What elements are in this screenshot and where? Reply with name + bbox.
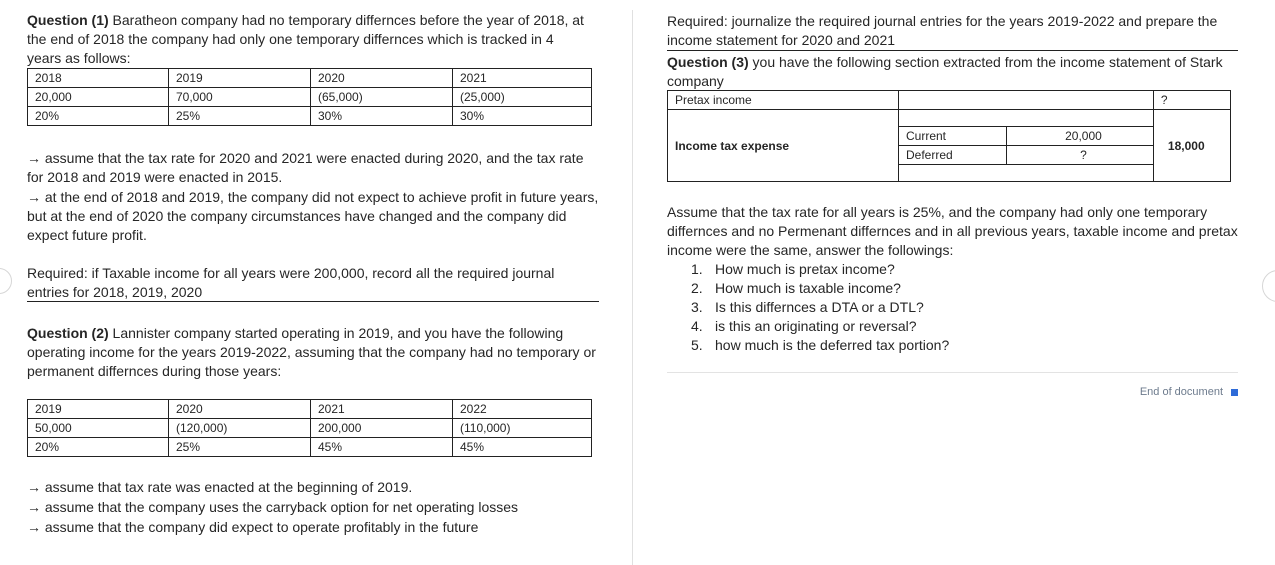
table-cell: 30% [453,107,592,126]
table-cell: 2020 [311,69,453,88]
page-nav-left-handle[interactable] [0,268,12,294]
table-cell: 2022 [453,400,592,419]
square-icon [1231,389,1238,396]
table-cell: 2021 [453,69,592,88]
table-row [28,88,592,107]
q1-table [27,68,592,126]
table-cell: 2019 [28,400,169,419]
table-cell: 25% [169,438,311,457]
question-1 [27,11,587,68]
table-row [28,400,592,419]
table-cell: (65,000) [311,88,453,107]
table-cell: 50,000 [28,419,169,438]
table-cell: 45% [311,438,453,457]
table-cell: (120,000) [169,419,311,438]
q1-assumption-2: → at the end of 2018 and 2019, the company did not expect to achieve profit in future years, but at the end of 2020 the company circumstances have changed and the company did expect future profit. [27,189,599,243]
q2-assumption-2: → assume that the company uses the carryback option for net operating losses [27,499,519,515]
list-item: 3. Is this differnces a DTA or a DTL? [691,299,924,315]
list-item: 2. How much is taxable income? [691,280,901,296]
pretax-income-label: Pretax income [668,91,899,110]
section-separator [27,301,599,302]
q2-assumption-1: → assume that tax rate was enacted at the beginning of 2019. [27,479,413,495]
question-3 [667,53,1238,91]
table-cell: 2019 [169,69,311,88]
current-value: 20,000 [1007,127,1153,146]
deferred-label: Deferred [899,146,1007,165]
q1-assumption-1: → assume that the tax rate for 2020 and 2021 were enacted during 2020, and the tax rate for 2018 and 2019 were enacted in 2015. [27,150,584,185]
end-of-document-rule [667,372,1238,373]
column-divider [632,10,633,565]
table-row [28,438,592,457]
income-tax-expense-total: 18,000 [1153,110,1230,182]
list-item: 4. is this an originating or reversal? [691,318,917,334]
deferred-value: ? [1007,146,1153,165]
table-cell: 2021 [311,400,453,419]
table-cell: (25,000) [453,88,592,107]
q3-assumption: Assume that the tax rate for all years is 25%, and the company had only one temporary differnces and no Permenant differnces and in all previous years, taxable income and pretax income were the same, answer the followings: [667,204,1238,258]
table-row [668,110,1231,182]
page-nav-right-handle[interactable] [1262,270,1275,302]
end-of-document-text: End of document [1139,386,1223,398]
q2-label: Question (2) [27,325,109,341]
q1-label: Question (1) [27,12,109,28]
table-row [668,91,1231,110]
table-cell: 20% [28,107,169,126]
pretax-income-value: ? [1153,91,1230,110]
tax-components-cell [899,110,1154,182]
q3-question-list [691,260,1231,355]
q3-label: Question (3) [667,54,749,70]
table-cell: 25% [169,107,311,126]
table-row [28,107,592,126]
q2-intro: Question (2) Lannister company started operating in 2019, and you have the following operating income for the years 2019-2022, assuming that the company had no temporary or permanent differnces during those years: [27,325,596,379]
q1-required: Required: if Taxable income for all years were 200,000, record all the required journal entries for 2018, 2019, 2020 [27,265,555,300]
q3-income-statement-table [667,90,1231,182]
q2-table [27,399,592,457]
current-label: Current [899,127,1007,146]
q3-intro: Question (3) you have the following section extracted from the income statement of Stark company [667,54,1223,89]
table-cell: 45% [453,438,592,457]
q2-assumption-3: → assume that the company did expect to operate profitably in the future [27,519,479,535]
section-separator [667,50,1238,51]
table-row [28,69,592,88]
table-cell: 2018 [28,69,169,88]
table-cell: 2020 [169,400,311,419]
table-cell: 20% [28,438,169,457]
table-cell [899,91,1154,110]
q2-required: Required: journalize the required journal entries for the years 2019-2022 and prepare the income statement for 2020 and 2021 [667,13,1218,48]
table-cell: (110,000) [453,419,592,438]
question-2 [27,324,599,381]
q1-intro: Question (1) Baratheon company had no temporary differnces before the year of 2018, at the end of 2018 the company had only one temporary differnces which is tracked in 4 years as follows: [27,12,584,66]
income-tax-expense-label: Income tax expense [668,110,899,182]
table-row [28,419,592,438]
table-cell: 20,000 [28,88,169,107]
table-cell: 200,000 [311,419,453,438]
end-of-document-marker [667,386,1238,398]
list-item: 1. How much is pretax income? [691,261,895,277]
table-cell: 70,000 [169,88,311,107]
list-item: 5. how much is the deferred tax portion? [691,337,950,353]
table-cell: 30% [311,107,453,126]
